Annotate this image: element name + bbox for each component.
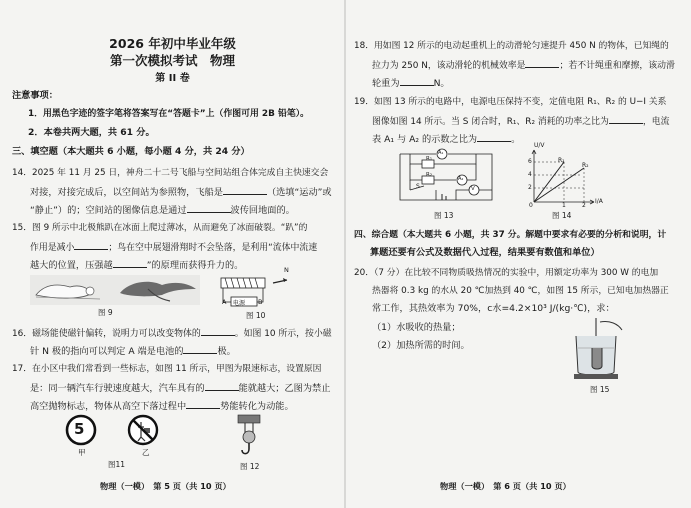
figure-15-caption: 图 15 [590,385,610,394]
q14-line-3: “静止”）的；空间站的图像信息是通过 波传回地面的。 [30,205,295,216]
notice-1: 1．用黑色字迹的签字笔将答案写在“答题卡”上（作图可用 2B 铅笔）。 [28,109,310,119]
sign-jia-label: 甲 [78,448,86,457]
q16-line-2: 针 N 极的指向可以判定 A 端是电池的 极。 [30,346,236,357]
switch-s-label: S [416,183,420,190]
y-tick: 2 [528,184,532,191]
notice-2: 2．本卷共两大题，共 61 分。 [28,127,155,138]
y-tick: 6 [528,158,532,165]
volume-label: 第 II 卷 [155,73,190,84]
answer-blank[interactable] [186,399,220,409]
section-4-title-cont: 算题还要有公式及数据代入过程，结果要有数值和单位） [370,247,600,258]
power-source-label: 电源 [233,300,246,307]
answer-blank[interactable] [477,132,511,142]
q15-line-1: 15．图 9 所示中北极熊趴在冰面上爬过薄冰，从而避免了冰面破裂。“趴”的 [12,223,308,233]
graph-r1-label: R₁ [558,157,565,164]
figure-14-caption: 图 14 [552,211,572,220]
figure-13-caption: 图 13 [434,211,454,220]
q15-line-2: 作用是减小 ；鸟在空中展翅滑翔时不会坠落，是利用“流体中流速 [30,240,317,254]
q19-line-1: 19．如图 13 所示的电路中，电源电压保持不变，定值电阻 R₁、R₂ 的 U−I 关系 [354,97,667,107]
sign-yi-label: 乙 [142,448,150,457]
figure-10-diagram [215,272,295,312]
q20-line-1: 20．（7 分）在比较不同物质吸热情况的实验中，用额定功率为 300 W 的电加 [354,268,659,278]
graph-y-axis-label: U/V [534,142,545,149]
header-title: 2026 年初中毕业年级 [109,36,236,51]
section-3-title: 三、填空题（本大题共 6 小题，每小题 4 分，共 24 分） [12,146,250,157]
q17-line-1: 17．在小区中我们常看到一些标志，如图 11 所示，甲图为限速标志，设置原因 [12,364,322,374]
answer-blank[interactable] [205,381,239,391]
answer-blank[interactable] [201,326,235,336]
q15-line-3: 越大的位置，压强越 ”的原理而获得升力的。 [30,260,244,271]
x-tick: 2 [582,202,586,209]
y-tick: 4 [528,171,532,178]
section-4-title: 四、综合题（本大题共 6 小题，共 37 分。解题中要求有必要的分析和说明，计 [354,230,667,240]
graph-x-axis-label: I/A [595,198,603,205]
figure-10-caption: 图 10 [246,311,266,320]
terminal-a-label: A [222,298,227,306]
beaker-heater-icon [570,318,626,380]
page-5-footer: 物理（一模） 第 5 页（共 10 页） [100,481,231,491]
q19-line-2: 图像如图 14 所示。当 S 闭合时，R₁、R₂ 消耗的功率之比为 ，电流 [372,114,669,128]
x-tick: 0 [529,202,533,209]
voltmeter-v-label: V [471,186,475,192]
figure-9-image [30,275,200,305]
q14-line-2: 对接，对接完成后，以空间站为参照物，飞船是 （选填“运动”或 [30,187,332,198]
answer-blank[interactable] [223,185,267,195]
resistor-r2-label: R₂ [426,172,433,178]
ammeter-a2-label: A₂ [458,176,464,182]
page-6-footer: 物理（一模） 第 6 页（共 10 页） [440,481,571,491]
answer-blank[interactable] [74,240,108,250]
notice-title: 注意事项： [12,90,58,101]
page-6 [346,0,691,508]
speed-limit-value: 5 [74,420,85,438]
q20-sub-2: （2）加热所需的时间。 [372,340,470,351]
q16-line-1: 16．磁场能使磁针偏转，说明力可以改变物体的 。如图 10 所示，按小磁 [12,326,332,340]
q20-line-3: 常工作，其热效率为 70%，c水=4.2×10³ J/(kg·℃)，求： [372,303,615,314]
figure-11-caption: 图11 [108,460,126,469]
q18-line-1: 18．用如图 12 所示的电动起重机上的动滑轮匀速提升 450 N 的物体，已知绳的 [354,41,669,51]
header-subtitle: 第一次模拟考试 物理 [109,53,235,68]
q20-line-2: 热器将 0.3 kg 的水从 20 ℃加热到 40 ℃，如图 15 所示，已知电加热器正 [372,286,669,296]
figure-12-caption: 图 12 [240,462,260,471]
terminal-b-label: B [258,298,263,306]
figure-13-circuit [396,148,496,206]
answer-blank[interactable] [525,58,559,68]
x-tick: 1 [562,202,566,209]
q19-line-3: 表 A₁ 与 A₂ 的示数之比为 。 [372,134,521,145]
ammeter-a1-label: A₁ [438,150,444,156]
page-5 [0,0,345,508]
figure-10-north-label: N [284,266,289,274]
q17-line-2: 是：同一辆汽车行驶速度越大，汽车具有的 能就越大；乙图为禁止 [30,383,331,394]
answer-blank[interactable] [183,344,217,354]
q20-sub-1: （1）水吸收的热量； [372,322,461,333]
graph-r2-label: R₂ [582,162,589,169]
answer-blank[interactable] [113,258,147,268]
answer-blank[interactable] [609,114,643,124]
figure-9-caption: 图 9 [98,308,113,317]
q18-line-2: 拉力为 250 N，该动滑轮的机械效率是 ；若不计绳重和摩擦，该动滑 [372,58,675,72]
answer-blank[interactable] [400,76,434,86]
q18-line-3: 轮重为 N。 [372,78,450,89]
q17-line-3: 高空抛物标志，物体从高空下落过程中 势能转化为动能。 [30,401,294,412]
answer-blank[interactable] [187,203,231,213]
q14-line-1: 14．2025 年 11 月 25 日，神舟二十二号飞船与空间站组合体完成自主快速交会 [12,168,329,178]
no-throwing-sign-icon [128,415,158,445]
resistor-r1-label: R₁ [426,156,433,162]
crane-pulley-icon [232,415,266,459]
